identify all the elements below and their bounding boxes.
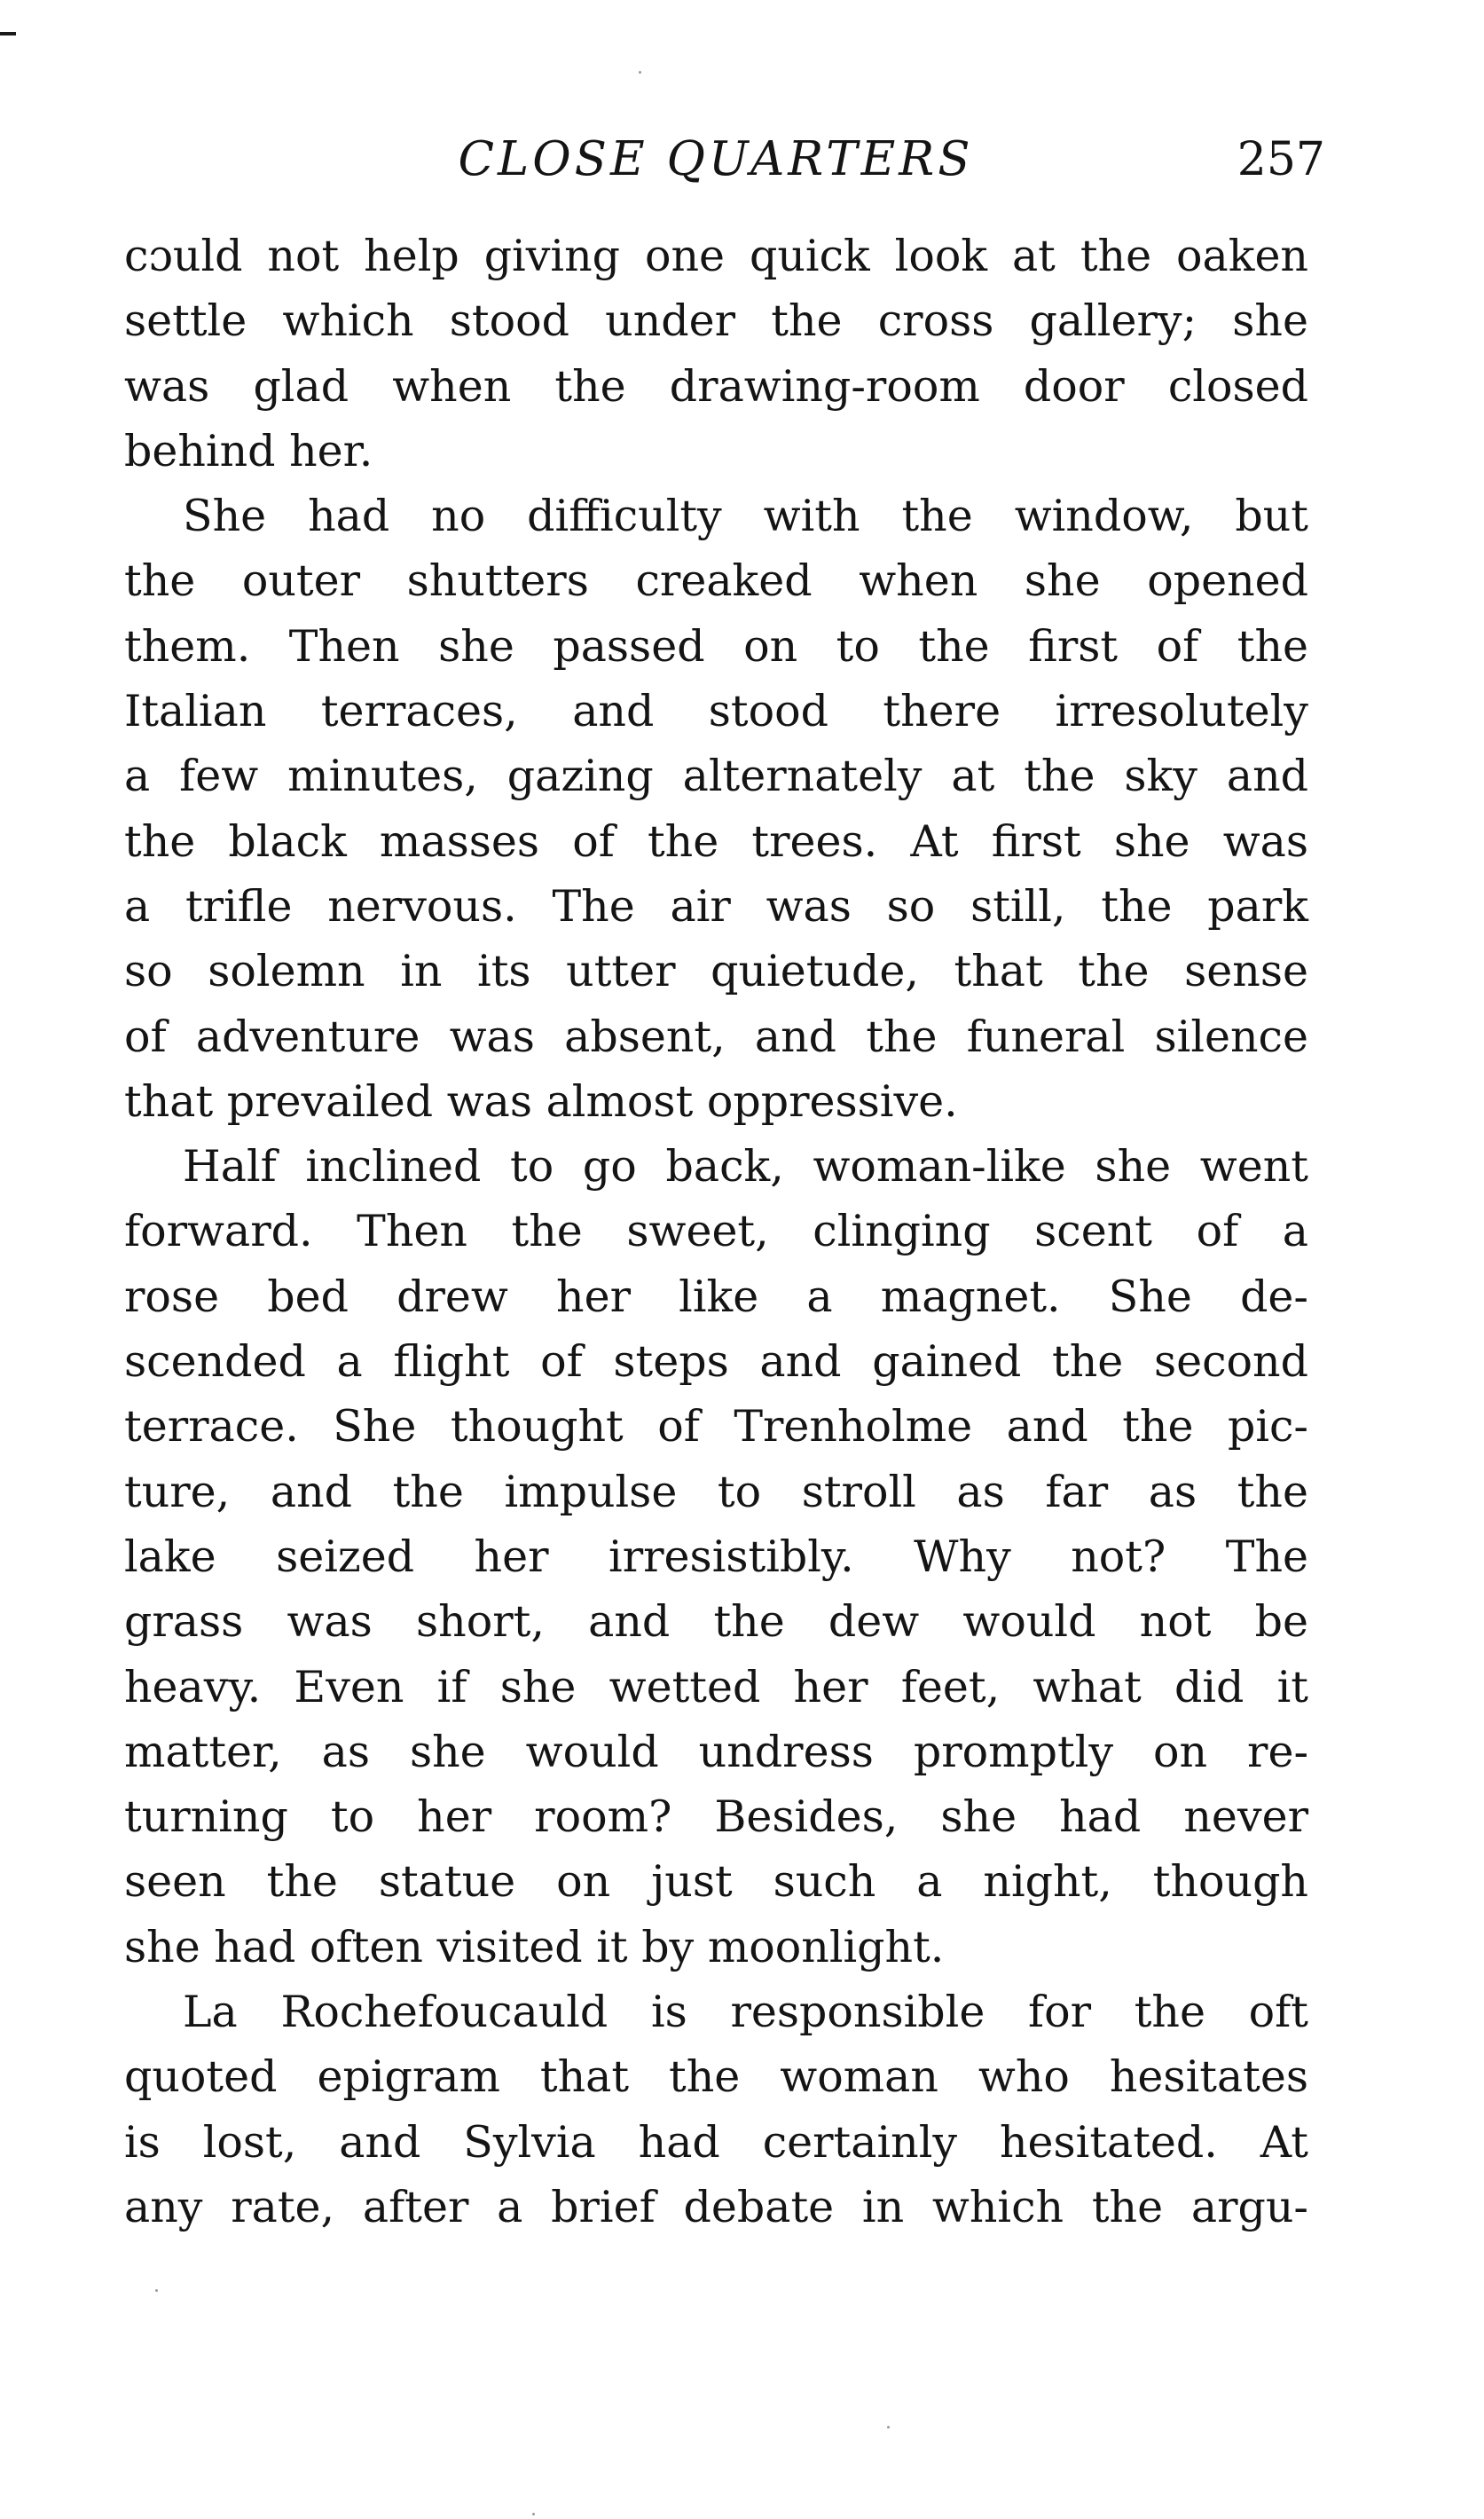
running-head	[124, 124, 1325, 195]
text-line: scended a flight of steps and gained the second	[124, 1336, 1308, 1388]
text-line: a trifle nervous. The air was so still, the park	[124, 880, 1308, 932]
chapter-title: CLOSE QUARTERS	[458, 132, 974, 186]
text-line: of adventure was absent, and the funeral silence	[124, 1011, 1308, 1062]
text-line: behind her.	[124, 425, 373, 476]
text-line: she had often visited it by moonlight.	[124, 1921, 945, 1972]
text-line: ture, and the impulse to stroll as far as the	[124, 1466, 1308, 1517]
text-line: cɔuld not help giving one quick look at the oaken	[124, 231, 1308, 281]
text-line: quoted epigram that the woman who hesitates	[124, 2051, 1308, 2103]
body-text	[124, 224, 1308, 2240]
text-line: Italian terraces, and stood there irresolutely	[124, 686, 1308, 737]
page-number: 257	[1237, 133, 1325, 186]
text-line: any rate, after a brief debate in which the argu-	[124, 2181, 1308, 2232]
text-line: settle which stood under the cross gallery; she	[124, 295, 1308, 347]
paper-speck	[639, 71, 641, 74]
text-line: grass was short, and the dew would not be	[124, 1596, 1308, 1648]
text-line: the outer shutters creaked when she opened	[124, 555, 1308, 607]
paragraph-first-line: She had no difficulty with the window, but	[183, 491, 1308, 542]
text-line: so solemn in its utter quietude, that the sense	[124, 946, 1308, 997]
text-line: lake seized her irresistibly. Why not? The	[124, 1531, 1308, 1582]
text-line: the black masses of the trees. At first she was	[124, 815, 1308, 867]
paper-speck	[887, 2426, 890, 2428]
paragraph-first-line: La Rochefoucauld is responsible for the oft	[183, 1987, 1308, 2038]
paper-speck	[532, 2513, 535, 2515]
text-line: terrace. She thought of Trenholme and the pic-	[124, 1401, 1308, 1452]
text-line: rose bed drew her like a magnet. She de-	[124, 1271, 1308, 1322]
text-line: that prevailed was almost oppressive.	[124, 1075, 958, 1127]
text-line: a few minutes, gazing alternately at the sky and	[124, 751, 1308, 802]
text-line: is lost, and Sylvia had certainly hesitated. At	[124, 2116, 1308, 2168]
text-line: heavy. Even if she wetted her feet, what did it	[124, 1661, 1308, 1712]
text-line: was glad when the drawing-room door closed	[124, 360, 1308, 412]
text-line: them. Then she passed on to the first of the	[124, 620, 1308, 672]
text-line: forward. Then the sweet, clinging scent of a	[124, 1206, 1308, 1257]
text-line: seen the statue on just such a night, though	[124, 1856, 1308, 1908]
text-line: matter, as she would undress promptly on re-	[124, 1726, 1308, 1777]
text-line: turning to her room? Besides, she had never	[124, 1791, 1308, 1843]
scan-edge-mark	[0, 32, 16, 35]
paragraph-first-line: Half inclined to go back, woman-like she went	[183, 1141, 1308, 1193]
paper-speck	[155, 2289, 158, 2292]
